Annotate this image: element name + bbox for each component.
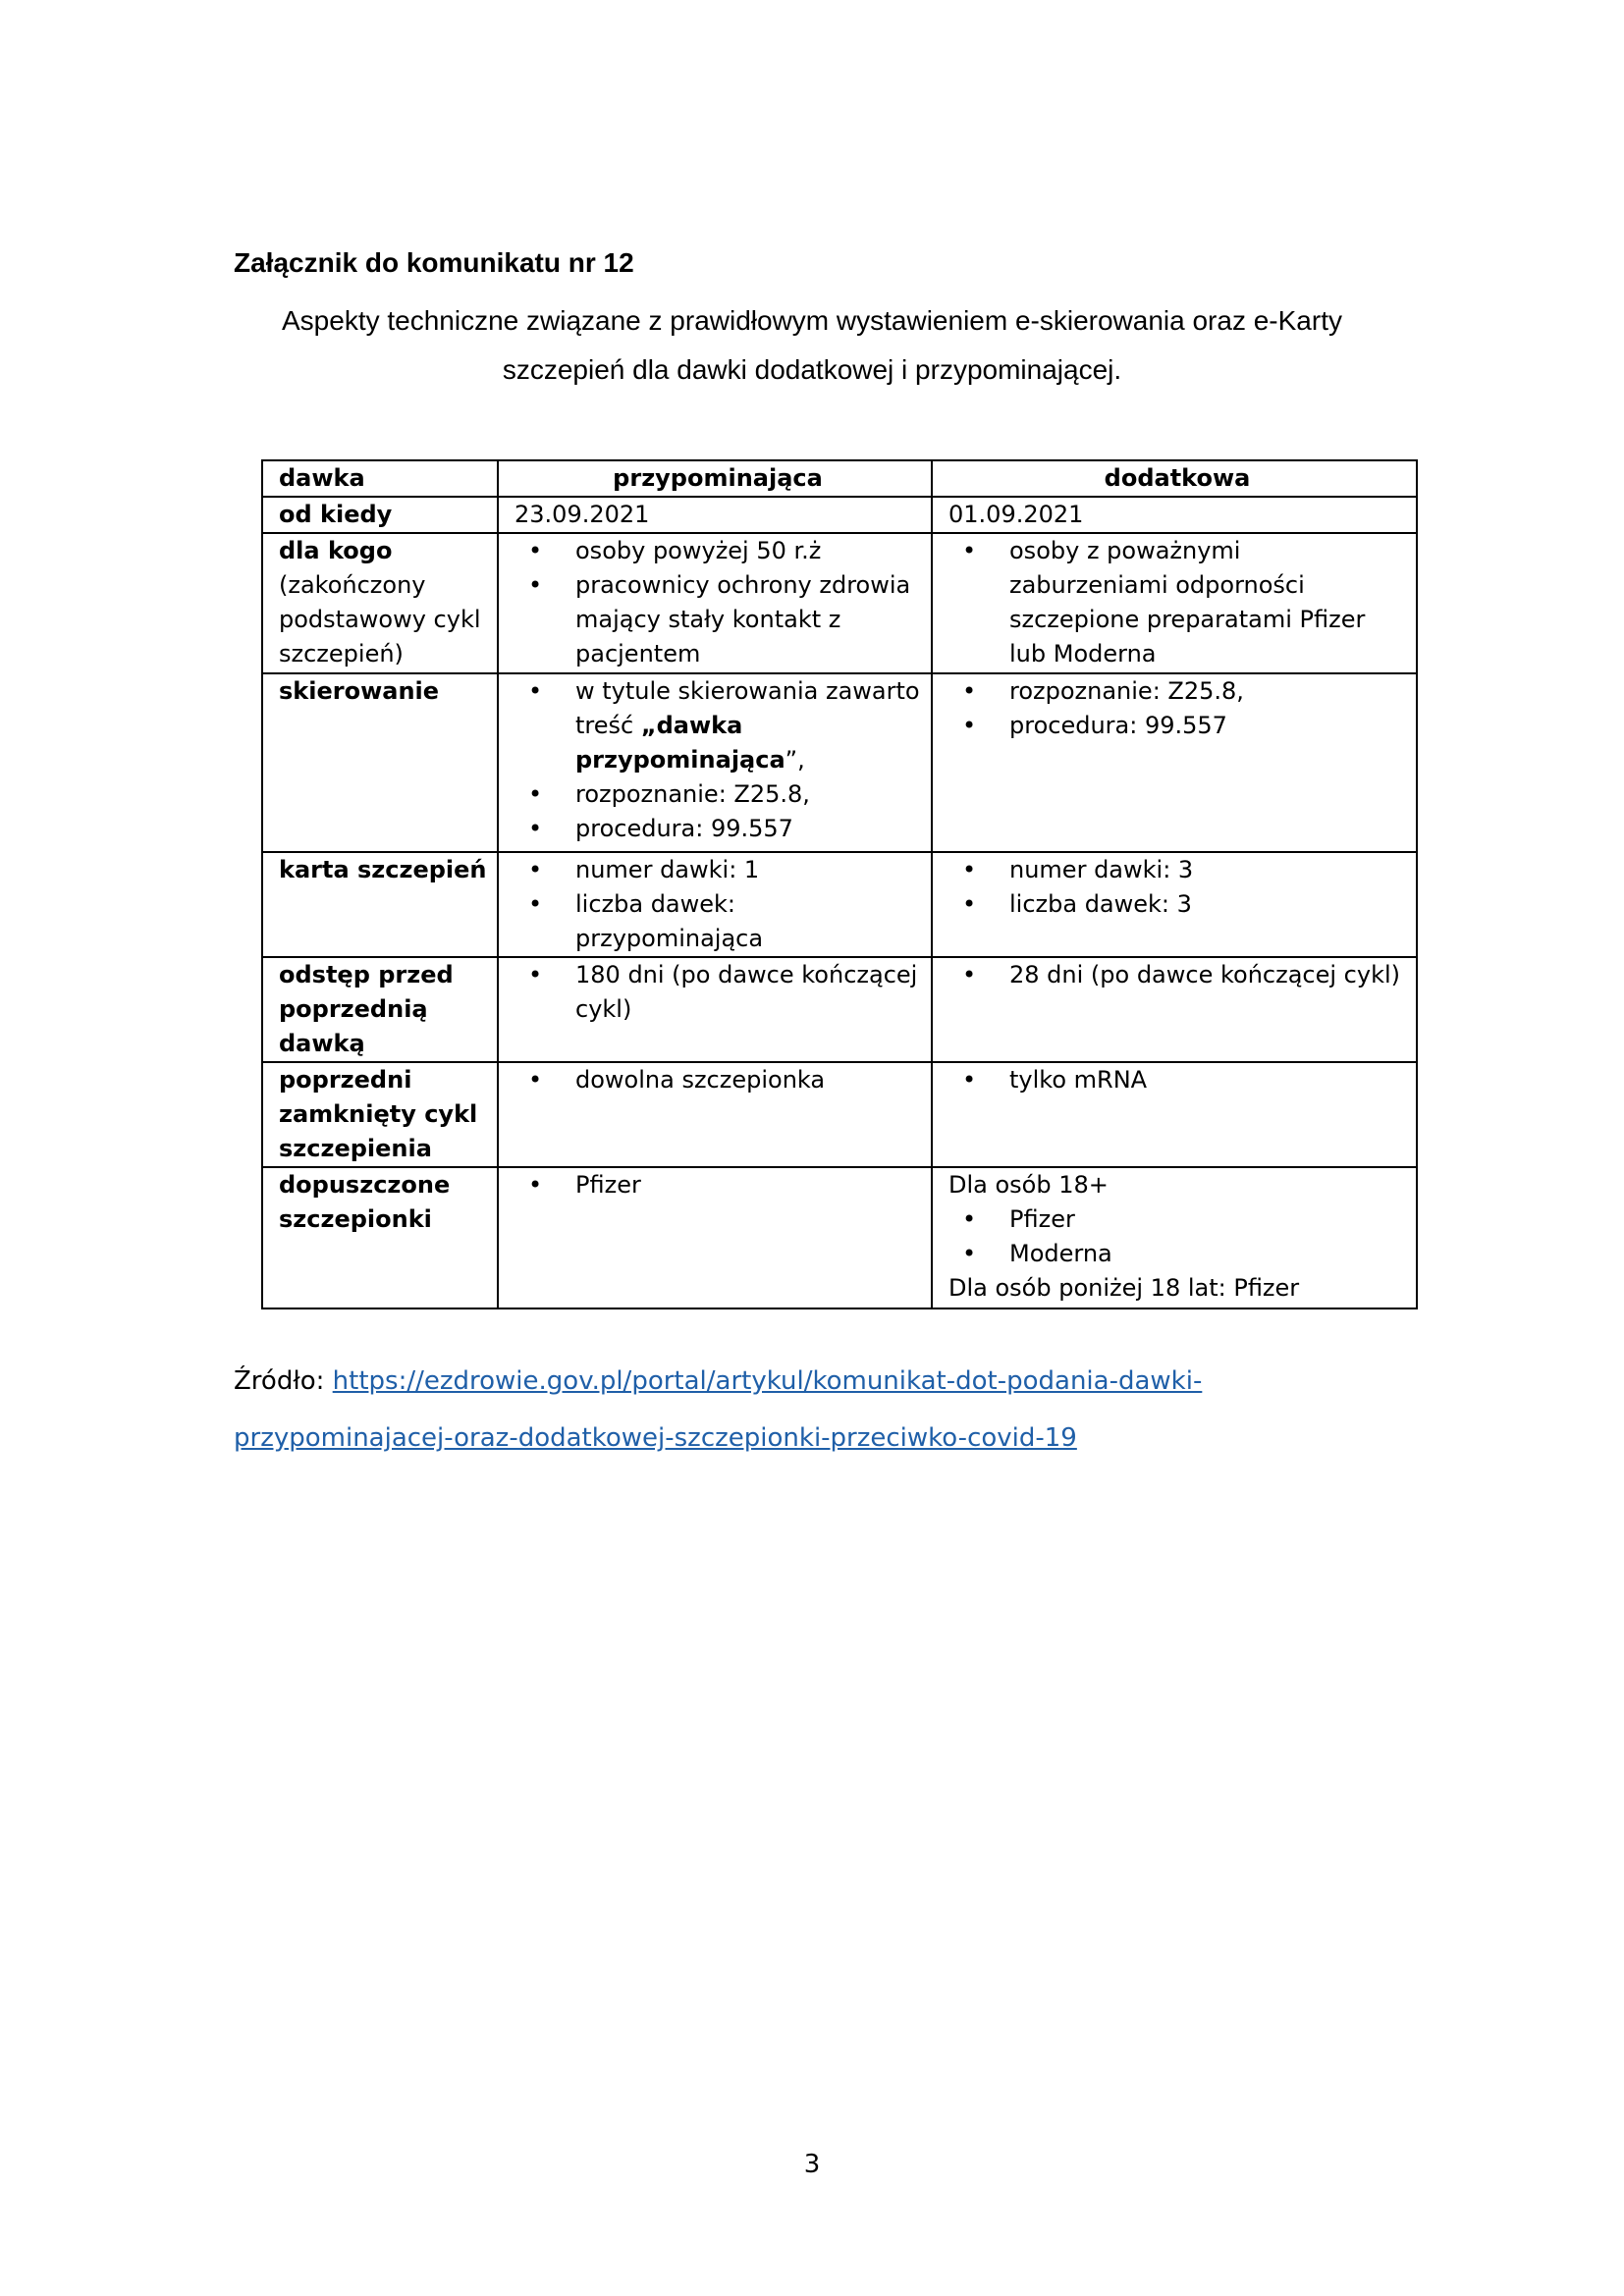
row-label-note: (zakończony podstawowy cykl szczepień) (279, 571, 481, 667)
text-fragment: ”, (785, 746, 805, 774)
table-header-row (262, 460, 1417, 497)
source-link-part-1[interactable]: https://ezdrowie.gov.pl/portal/artykul/komunikat-dot-podania-dawki- (332, 1366, 1203, 1396)
row-label (262, 533, 498, 673)
source-label: Źródło: (234, 1366, 333, 1396)
cell-przypominajaca (498, 1167, 932, 1308)
list-item: • Moderna (948, 1237, 1406, 1271)
source-link-part-2[interactable]: przypominajacej-oraz-dodatkowej-szczepionki-przeciwko-covid-19 (234, 1423, 1077, 1453)
cell-dodatkowa (932, 533, 1417, 673)
row-label: poprzedni zamknięty cykl szczepienia (262, 1062, 498, 1167)
subtitle-line-2: szczepień dla dawki dodatkowej i przypominającej. (502, 354, 1122, 385)
cell-dodatkowa (932, 1167, 1417, 1308)
vaccine-dose-table (261, 459, 1418, 1309)
list-item: • procedura: 99.557 (948, 709, 1406, 743)
cell-przypominajaca (498, 957, 932, 1062)
table-row-dopuszczone (262, 1167, 1417, 1308)
row-label: odstęp przed poprzednią dawką (262, 957, 498, 1062)
row-label: skierowanie (262, 673, 498, 852)
list-item: • Pfizer (514, 1168, 921, 1202)
list-item: • Pfizer (948, 1202, 1406, 1237)
source-citation (234, 1353, 1412, 1467)
list-item: • rozpoznanie: Z25.8, (948, 674, 1406, 709)
table-row-dla-kogo (262, 533, 1417, 673)
cell-dodatkowa: 01.09.2021 (932, 497, 1417, 533)
text-fragment: w tytule skierowania zawarto treść (575, 677, 920, 739)
cell-przypominajaca (498, 1062, 932, 1167)
list-item: • osoby powyżej 50 r.ż (514, 534, 921, 568)
cell-przypominajaca (498, 673, 932, 852)
list-item: • procedura: 99.557 (514, 812, 921, 846)
list-item: • liczba dawek: przypominająca (514, 887, 921, 956)
list-item: • 180 dni (po dawce kończącej cykl) (514, 958, 921, 1027)
header-dawka: dawka (262, 460, 498, 497)
list-item: • osoby z poważnymi zaburzeniami odporności szczepione preparatami Pfizer lub Moderna (948, 534, 1406, 671)
cell-dodatkowa (932, 1062, 1417, 1167)
cell-przypominajaca (498, 852, 932, 957)
table-row-od-kiedy (262, 497, 1417, 533)
row-label: karta szczepień (262, 852, 498, 957)
list-item: • numer dawki: 3 (948, 853, 1406, 887)
row-label: dopuszczone szczepionki (262, 1167, 498, 1308)
cell-dodatkowa (932, 957, 1417, 1062)
row-label-main: dla kogo (279, 537, 393, 564)
cell-przypominajaca: 23.09.2021 (498, 497, 932, 533)
cell-przypominajaca (498, 533, 932, 673)
page-title: Załącznik do komunikatu nr 12 (234, 247, 634, 278)
cell-outro-text: Dla osób poniżej 18 lat: Pfizer (948, 1274, 1300, 1302)
header-przypominajaca: przypominająca (498, 460, 932, 497)
list-item: • pracownicy ochrony zdrowia mający stały kontakt z pacjentem (514, 568, 921, 671)
list-item: • numer dawki: 1 (514, 853, 921, 887)
cell-dodatkowa (932, 852, 1417, 957)
header-dodatkowa: dodatkowa (932, 460, 1417, 497)
cell-intro-text: Dla osób 18+ (948, 1171, 1109, 1199)
table-row-karta-szczepien (262, 852, 1417, 957)
list-item: • liczba dawek: 3 (948, 887, 1406, 922)
document-subtitle (147, 296, 1477, 395)
list-item: • dowolna szczepionka (514, 1063, 921, 1097)
bold-term: „dawka przypominająca (575, 712, 785, 774)
row-label: od kiedy (262, 497, 498, 533)
table-row-skierowanie (262, 673, 1417, 852)
subtitle-line-1: Aspekty techniczne związane z prawidłowym wystawieniem e-skierowania oraz e-Karty (282, 305, 1342, 336)
cell-dodatkowa (932, 673, 1417, 852)
list-item: • 28 dni (po dawce kończącej cykl) (948, 958, 1406, 992)
list-item (514, 674, 921, 777)
table-row-poprzedni-cykl (262, 1062, 1417, 1167)
page-number: 3 (803, 2150, 821, 2179)
list-item: • rozpoznanie: Z25.8, (514, 777, 921, 812)
vaccine-table-container (261, 459, 1416, 1309)
list-item: • tylko mRNA (948, 1063, 1406, 1097)
table-row-odstep (262, 957, 1417, 1062)
